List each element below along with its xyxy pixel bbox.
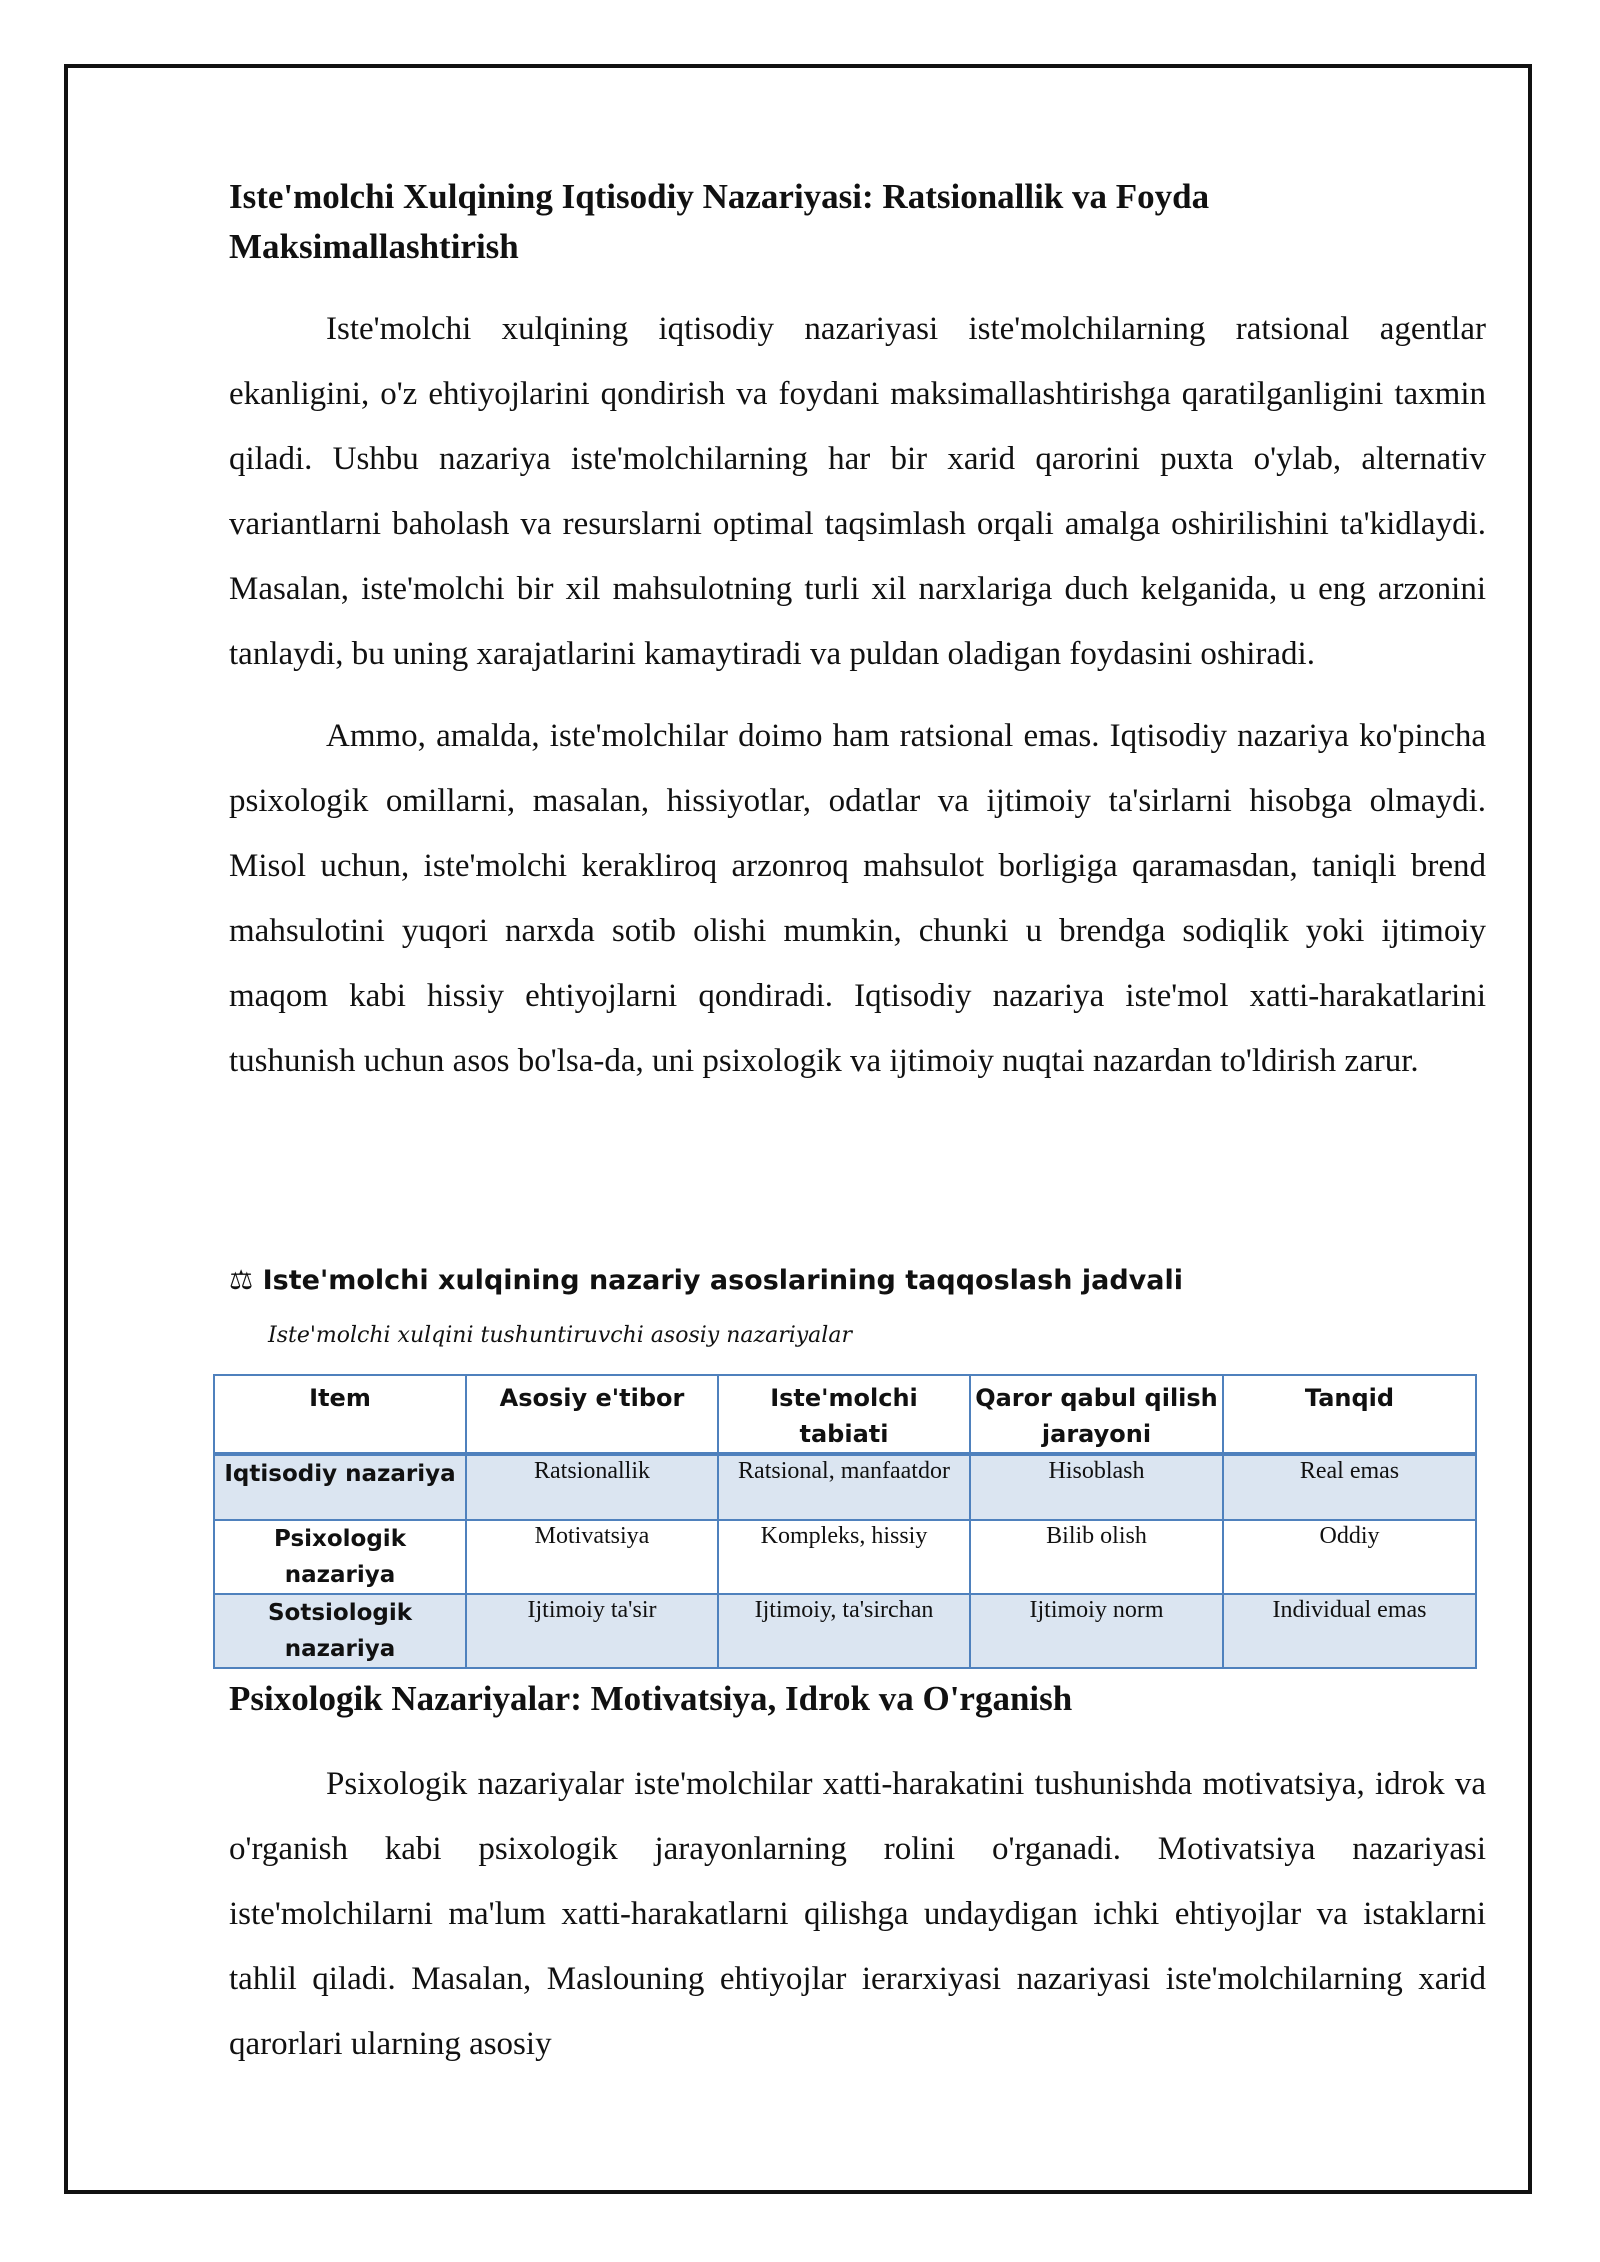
table-caption-text: Iste'molchi xulqining nazariy asoslarining taqqoslash jadvali <box>262 1265 1183 1296</box>
table-row <box>214 1520 1476 1594</box>
table-subcaption: Iste'molchi xulqini tushuntiruvchi asosiy nazariyalar <box>268 1323 852 1348</box>
column-header: Tanqid <box>1223 1375 1476 1454</box>
row-header: Sotsiologik nazariya <box>214 1594 466 1668</box>
table-cell: Oddiy <box>1223 1520 1476 1594</box>
table-cell: Ratsionallik <box>466 1454 718 1520</box>
table-cell: Hisoblash <box>970 1454 1223 1520</box>
column-header: Asosiy e'tibor <box>466 1375 718 1454</box>
column-header: Qaror qabul qilish jarayoni <box>970 1375 1223 1454</box>
table-header-row <box>214 1375 1476 1454</box>
table-row <box>214 1594 1476 1668</box>
row-header: Psixologik nazariya <box>214 1520 466 1594</box>
column-header: Iste'molchi tabiati <box>718 1375 970 1454</box>
table-caption <box>229 1262 1183 1300</box>
table-cell: Real emas <box>1223 1454 1476 1520</box>
table-cell: Ijtimoiy norm <box>970 1594 1223 1668</box>
table-cell: Individual emas <box>1223 1594 1476 1668</box>
table-cell: Ratsional, manfaatdor <box>718 1454 970 1520</box>
row-header: Iqtisodiy nazariya <box>214 1454 466 1520</box>
scales-icon: ⚖ <box>229 1265 254 1296</box>
table-cell: Kompleks, hissiy <box>718 1520 970 1594</box>
paragraph: Ammo, amalda, iste'molchilar doimo ham ratsional emas. Iqtisodiy nazariya ko'pincha psixologik omillarni, masalan, hissiyotlar, odatlar va ijtimoiy ta'sirlarni hisobga olmaydi. Misol uchun, iste'molchi kerakliroq arzonroq mahsulot borligiga qaramasdan, taniqli brend mahsulotini yuqori narxda sotib olishi mumkin, chunki u brendga sodiqlik yoki ijtimoiy maqom kabi hissiy ehtiyojlarni qondiradi. Iqtisodiy nazariya iste'mol xatti-harakatlarini tushunish uchun asos bo'lsa-da, uni psixologik va ijtimoiy nuqtai nazardan to'ldirish zarur. <box>229 718 1486 1079</box>
column-header: Item <box>214 1375 466 1454</box>
paragraph: Iste'molchi xulqining iqtisodiy nazariyasi iste'molchilarning ratsional agentlar ekanligini, o'z ehtiyojlarini qondirish va foydani maksimallashtirishga qaratilganligini taxmin qiladi. Ushbu nazariya iste'molchilarning har bir xarid qarorini puxta o'ylab, alternativ variantlarni baholash va resurslarni optimal taqsimlash orqali amalga oshirilishini ta'kidlaydi. Masalan, iste'molchi bir xil mahsulotning turli xil narxlariga duch kelganida, u eng arzonini tanlaydi, bu uning xarajatlarini kamaytiradi va puldan oladigan foydasini oshiradi. <box>229 311 1486 672</box>
table-cell: Ijtimoiy ta'sir <box>466 1594 718 1668</box>
table-cell: Bilib olish <box>970 1520 1223 1594</box>
comparison-table <box>213 1374 1477 1669</box>
section-body-psychological <box>229 1752 1486 2077</box>
paragraph: Psixologik nazariyalar iste'molchilar xatti-harakatini tushunishda motivatsiya, idrok va o'rganish kabi psixologik jarayonlarning rolini o'rganadi. Motivatsiya nazariyasi iste'molchilarni ma'lum xatti-harakatlarni qilishga undaydigan ichki ehtiyojlar va istaklarni tahlil qiladi. Masalan, Maslouning ehtiyojlar ierarxiyasi nazariyasi iste'molchilarning xarid qarorlari ularning asosiy <box>229 1766 1486 2062</box>
table-cell: Ijtimoiy, ta'sirchan <box>718 1594 970 1668</box>
table-row <box>214 1454 1476 1520</box>
section-title-psychological: Psixologik Nazariyalar: Motivatsiya, Idrok va O'rganish <box>229 1679 1073 1718</box>
table-cell: Motivatsiya <box>466 1520 718 1594</box>
section-title-economic: Iste'molchi Xulqining Iqtisodiy Nazariyasi: Ratsionallik va Foyda Maksimallashtirish <box>229 177 1210 266</box>
section-body-economic <box>229 297 1486 1094</box>
